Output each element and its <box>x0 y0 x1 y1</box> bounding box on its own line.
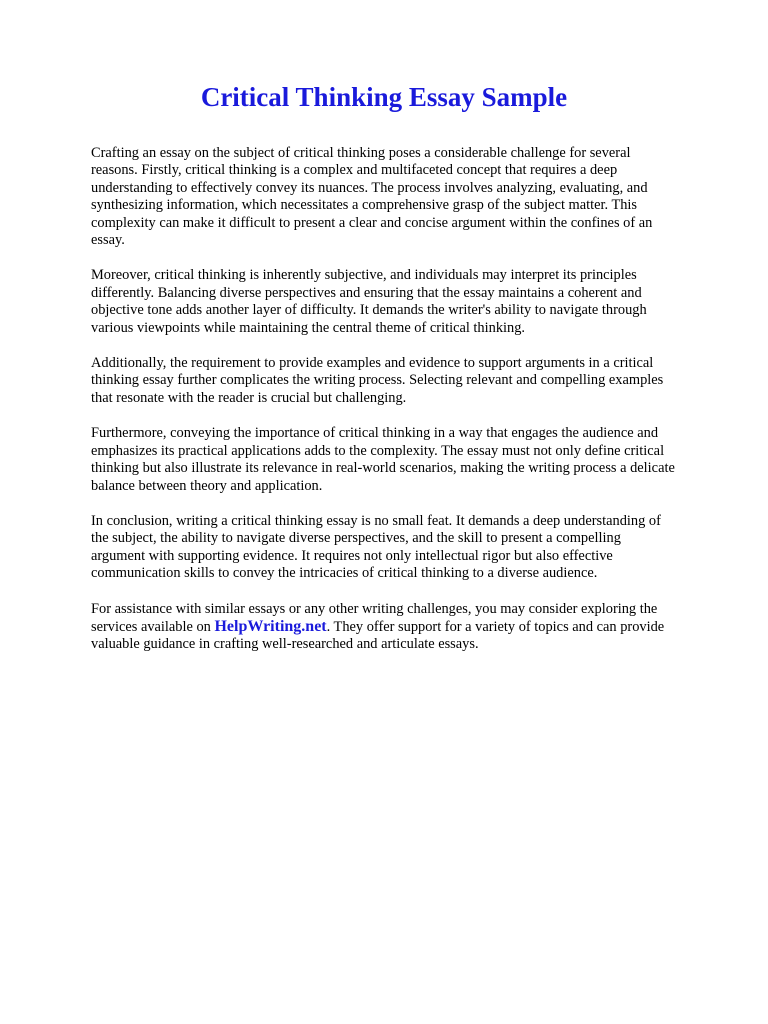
text-line: thinking essay further complicates the writing process. Selecting relevant and compelling examples <box>91 372 664 389</box>
text-line: emphasizes its practical applications adds to the complexity. The essay must not only define critical <box>91 442 665 459</box>
text-line: argument with supporting evidence. It requires not only intellectual rigor but also effective <box>91 547 613 564</box>
text-line: balance between theory and application. <box>91 477 323 494</box>
text-line: Furthermore, conveying the importance of critical thinking in a way that engages the audience and <box>91 425 659 442</box>
text-line-with-link <box>91 618 731 636</box>
paragraph-conclusion <box>91 513 731 583</box>
text-line: differently. Balancing diverse perspectives and ensuring that the essay maintains a coherent and <box>91 284 642 301</box>
paragraph-evidence <box>91 355 731 407</box>
paragraph-closing <box>91 601 731 654</box>
text-line: complexity can make it difficult to present a clear and concise argument within the confines of an <box>91 214 653 231</box>
essay-body <box>91 145 731 672</box>
text-line: objective tone adds another layer of difficulty. It demands the writer's ability to navigate through <box>91 302 647 319</box>
text-line: reasons. Firstly, critical thinking is a complex and multifaceted concept that requires a deep <box>91 162 618 179</box>
text-line: thinking but also illustrate its relevance in real-world scenarios, making the writing process a delicate <box>91 460 675 477</box>
text-segment: . They offer support for a variety of topics and can provide <box>326 618 665 635</box>
text-line: Crafting an essay on the subject of critical thinking poses a considerable challenge for several <box>91 145 631 161</box>
text-line: Additionally, the requirement to provide examples and evidence to support arguments in a critical <box>91 355 654 372</box>
text-line: synthesizing information, which necessitates a comprehensive grasp of the subject matter. This <box>91 197 638 214</box>
paragraph-engagement <box>91 425 731 495</box>
text-line: various viewpoints while maintaining the central theme of critical thinking. <box>91 319 526 336</box>
text-line: communication skills to convey the intricacies of critical thinking to a diverse audience. <box>91 565 598 582</box>
text-line: that resonate with the reader is crucial but challenging. <box>91 389 407 406</box>
text-line: For assistance with similar essays or any other writing challenges, you may consider exploring the <box>91 600 658 617</box>
text-line: valuable guidance in crafting well-researched and articulate essays. <box>91 636 479 653</box>
text-line: understanding to effectively convey its nuances. The process involves analyzing, evaluating, and <box>91 179 648 196</box>
text-line: In conclusion, writing a critical thinking essay is no small feat. It demands a deep understanding of <box>91 512 661 529</box>
helpwriting-link[interactable]: HelpWriting.net <box>214 617 327 635</box>
text-line: essay. <box>91 232 125 249</box>
paragraph-subjectivity <box>91 267 731 337</box>
text-line: Moreover, critical thinking is inherently subjective, and individuals may interpret its principles <box>91 267 637 284</box>
paragraph-intro <box>91 145 731 249</box>
text-line: the subject, the ability to navigate diverse perspectives, and the skill to present a compelling <box>91 530 621 547</box>
text-segment: services available on <box>91 618 215 635</box>
page-title: Critical Thinking Essay Sample <box>200 82 568 112</box>
